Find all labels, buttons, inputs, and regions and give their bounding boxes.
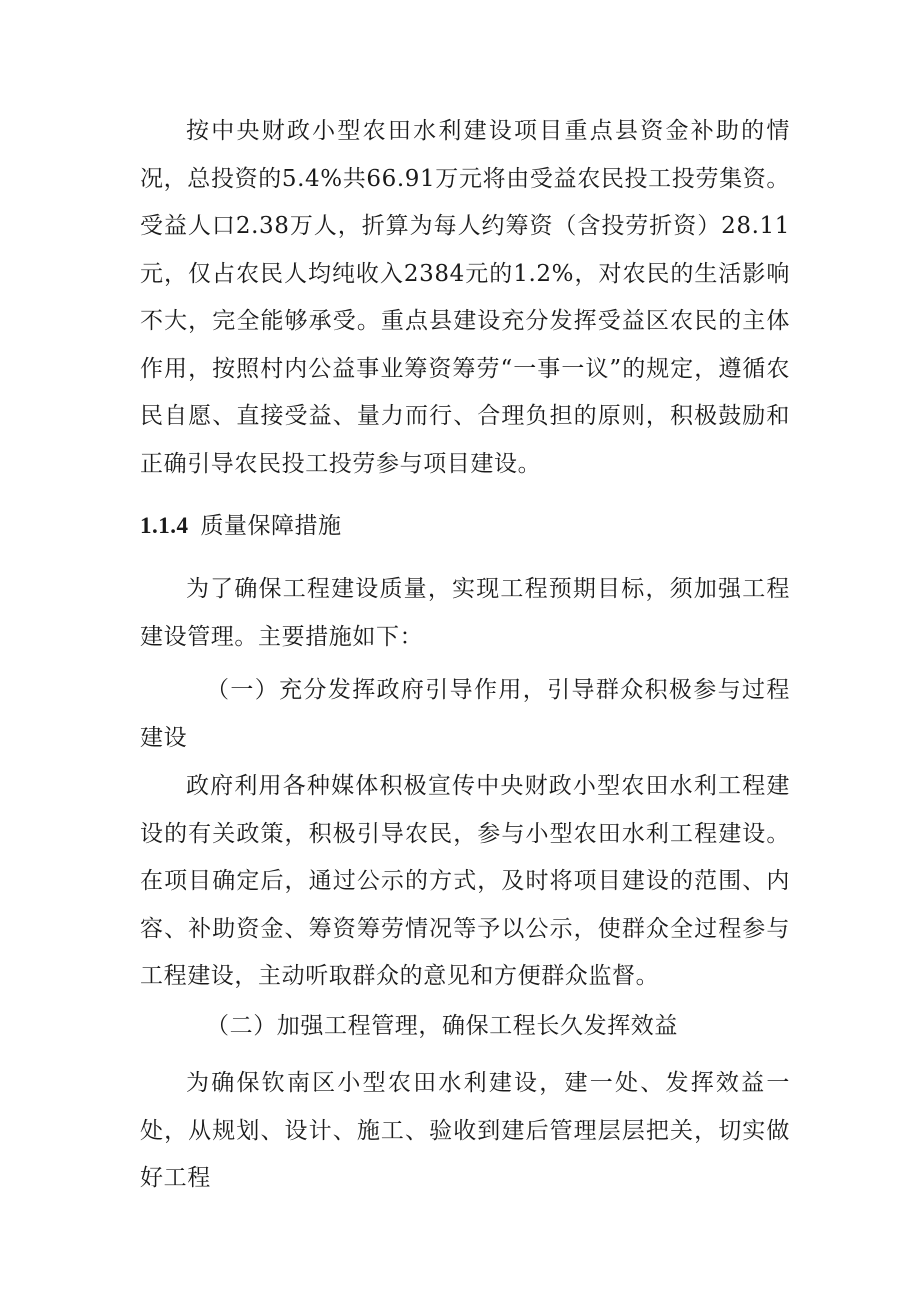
- paragraph-government-publicity: 政府利用各种媒体积极宣传中央财政小型农田水利工程建设的有关政策，积极引导农民，参与小型农田水利工程建设。在项目确定后，通过公示的方式，及时将项目建设的范围、内容、补助资金、筹资筹劳情况等予以公示，使群众全过程参与工程建设，主动听取群众的意见和方便群众监督。: [140, 773, 790, 989]
- paragraph-qinnan-construction: 为确保钦南区小型农田水利建设，建一处、发挥效益一处，从规划、设计、施工、验收到建后管理层层把关，切实做好工程: [140, 1070, 790, 1191]
- paragraph-funding-overview: 按中央财政小型农田水利建设项目重点县资金补助的情况，总投资的5.4%共66.91万元将由受益农民投工投劳集资。受益人口2.38万人，折算为每人约筹资（含投劳折资）28.11元，仅占农民人均纯收入2384元的1.2%，对农民的生活影响不大，完全能够承受。重点县建设充分发挥受益区农民的主体作用，按照村内公益事业筹资筹劳“一事一议”的规定，遵循农民自愿、直接受益、量力而行、合理负担的原则，积极鼓励和正确引导农民投工投劳参与项目建设。: [140, 118, 790, 477]
- subheading-engineering-management: （二）加强工程管理，确保工程长久发挥效益: [206, 1013, 678, 1039]
- section-title: 质量保障措施: [200, 513, 342, 539]
- paragraph-quality-intro: 为了确保工程建设质量，实现工程预期目标，须加强工程建设管理。主要措施如下：: [140, 576, 790, 650]
- section-heading: [140, 502, 342, 551]
- subheading-government-guidance: （一）充分发挥政府引导作用，引导群众积极参与过程建设: [140, 677, 790, 751]
- section-number: 1.1.4: [140, 513, 189, 538]
